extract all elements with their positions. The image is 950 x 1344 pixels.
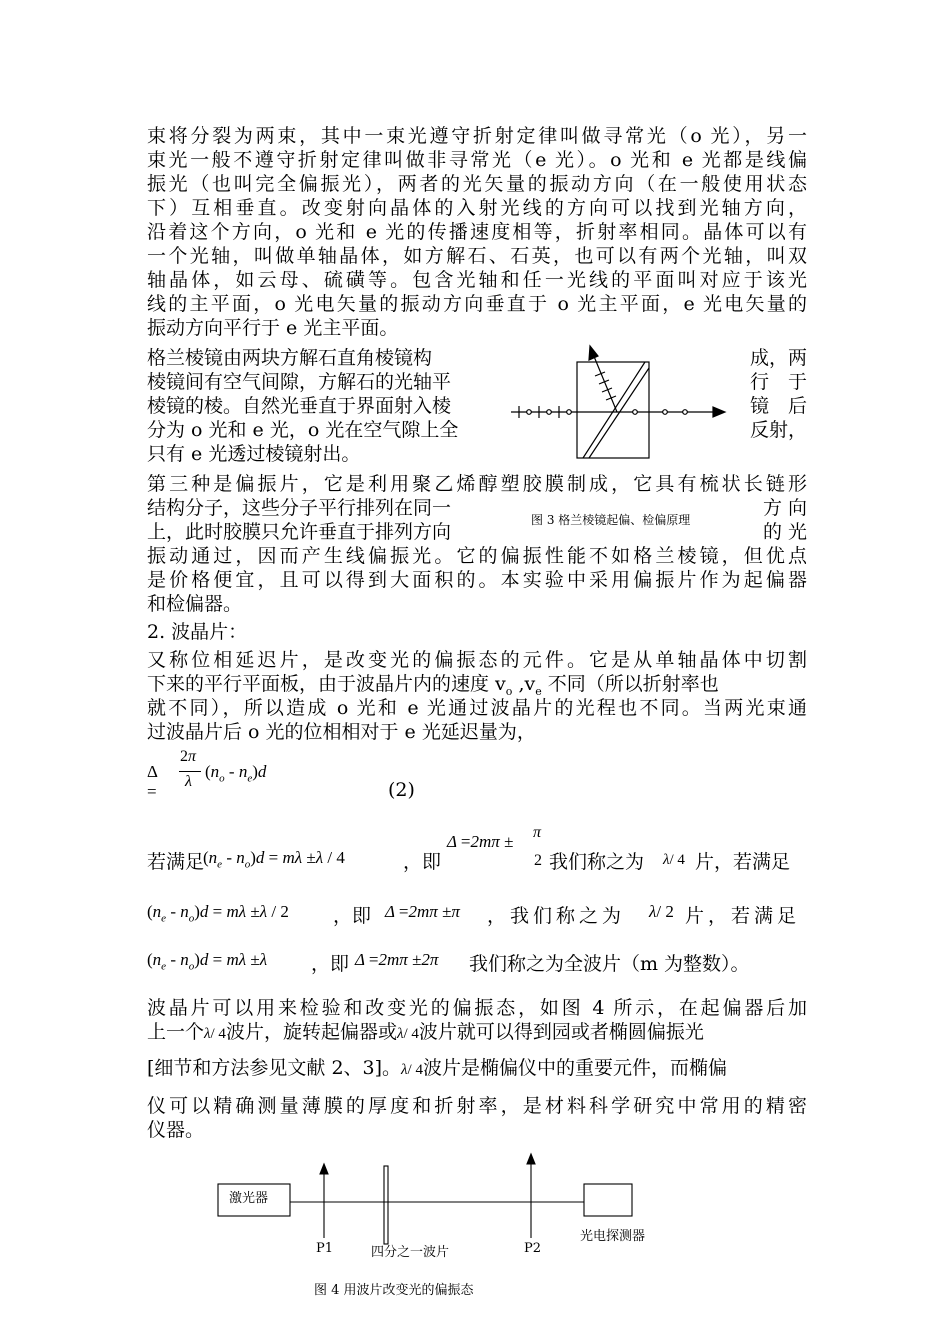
text-line-right: 的 光: [762, 521, 807, 543]
e-ray-dot: [683, 410, 688, 415]
text-line-right: 镜 后: [749, 395, 807, 417]
e-ray-dot: [633, 410, 638, 415]
text-line-right: 成，两: [749, 347, 807, 369]
text-line: 仪器。: [147, 1119, 205, 1141]
p2-arrow-head: [527, 1154, 535, 1164]
text-line: 过波晶片后 o 光的位相相对于 e 光延迟量为，: [147, 721, 536, 743]
text-line: 一个光轴，叫做单轴晶体，如方解石、石英，也可以有两个光轴，叫双: [147, 245, 807, 267]
text-line: 分为 o 光和 e 光，o 光在空气隙上全: [147, 419, 459, 441]
condition-full-wave: $(n_e - n_o)d = m\lambda \pm\lambda$ ，即 Δ =2mπ ±2π 我们称之为全波片（m 为整数）。: [147, 950, 750, 975]
text-line: 就不同），所以造成 o 光和 e 光通过波晶片的光程也不同。当两光束通: [147, 697, 807, 719]
text-line: 又称位相延迟片，是改变光的偏振态的元件。它是从单轴晶体中切割: [147, 649, 807, 671]
text-line: 束光一般不遵守折射定律叫做非寻常光（e 光）。o 光和 e 光都是线偏: [147, 149, 807, 171]
text-line-right: 行 于: [749, 371, 807, 393]
prism-diagonal-2: [589, 368, 649, 458]
text-line: 下）互相垂直。改变射向晶体的入射光线的方向可以找到光轴方向，: [147, 197, 807, 219]
text-line: 波晶片可以用来检验和改变光的偏振态，如图 4 所示，在起偏器后加: [147, 997, 807, 1019]
figure3-glan-prism-diagram: [505, 340, 745, 470]
text-line: 沿着这个方向，o 光和 e 光的传播速度相等，折射率相同。晶体可以有: [147, 221, 807, 243]
p2-label: P2: [524, 1241, 542, 1256]
e-ray-dot: [663, 410, 668, 415]
laser-label: 激光器: [229, 1191, 269, 1206]
quarter-wave-plate: [384, 1166, 388, 1244]
text-line: 和检偏器。: [147, 593, 243, 615]
text-line: 线的主平面，o 光电矢量的振动方向垂直于 o 光主平面，e 光电矢量的: [147, 293, 807, 315]
text-line: 振动通过，因而产生线偏振光。它的偏振性能不如格兰棱镜，但优点: [147, 545, 807, 567]
incident-dot: [547, 410, 552, 415]
incident-dot: [527, 410, 532, 415]
reflected-beam: [593, 354, 617, 412]
incident-dot: [567, 410, 572, 415]
text-line: 仪可以精确测量薄膜的厚度和折射率，是材料科学研究中常用的精密: [147, 1095, 807, 1117]
prism-outline: [577, 362, 649, 458]
p1-label: P1: [316, 1241, 334, 1256]
reflected-arrow-head: [589, 346, 598, 360]
o-ray-tick: [595, 372, 605, 376]
condition-half-wave: $(n_e - n_o)d = m\lambda \pm\lambda / 2$ ，即 Δ =2mπ ±π ，我们称之为 λ/ 2 片，若满足: [147, 902, 801, 927]
condition-quarter-wave: 若满足 $(n_e - n_o)d = m\lambda \pm\lambda / 4$ ，即 Δ =2mπ ± π 2 我们称之为 λ/ 4 片，若满足: [147, 824, 791, 873]
equation-number: (2): [388, 779, 415, 801]
figure4-caption: 图 4 用波片改变光的偏振态: [314, 1283, 474, 1298]
text-line: 格兰棱镜由两块方解石直角棱镜构: [147, 347, 433, 369]
text-line-right: 方 向: [762, 497, 807, 519]
text-line: 结构分子，这些分子平行排列在同一: [147, 497, 452, 519]
section-heading: 2. 波晶片：: [147, 621, 248, 643]
text-line: 只有 e 光透过棱镜射出。: [147, 443, 361, 465]
p1-arrow-head: [320, 1164, 328, 1174]
text-line: 是价格便宜，且可以得到大面积的。本实验中采用偏振片作为起偏器: [147, 569, 807, 591]
text-line: 棱镜的棱。自然光垂直于界面射入棱: [147, 395, 452, 417]
text-line: 下来的平行平面板，由于波晶片内的速度 $v_o$ $,v_e$ 不同（所以折射率也: [147, 673, 719, 698]
text-line-right: 反射，: [749, 419, 807, 441]
text-line: 上，此时胶膜只允许垂直于排列方向: [147, 521, 452, 543]
text-line: 上一个λ/ 4波片，旋转起偏器或λ/ 4波片就可以得到园或者椭圆偏振光: [147, 1021, 704, 1043]
text-line: 第三种是偏振片，它是利用聚乙烯醇塑胶膜制成，它具有梳状长链形: [147, 473, 807, 495]
figure3-caption: 图 3 格兰棱镜起偏、检偏原理: [531, 513, 691, 527]
text-line: 振光（也叫完全偏振光），两者的光矢量的振动方向（在一般使用状态: [147, 173, 807, 195]
text-line: 棱镜间有空气间隙，方解石的光轴平: [147, 371, 452, 393]
text-line: 轴晶体，如云母、硫磺等。包含光轴和任一光线的平面叫对应于该光: [147, 269, 807, 291]
detector-label: 光电探测器: [580, 1229, 646, 1244]
text-line: 束将分裂为两束，其中一束光遵守折射定律叫做寻常光（o 光），另一: [147, 125, 807, 147]
text-line: 振动方向平行于 e 光主平面。: [147, 317, 399, 339]
detector-box: [584, 1184, 632, 1216]
transmitted-arrow-head: [713, 407, 725, 417]
text-line: [细节和方法参见文献 2、3]。λ/ 4波片是椭偏仪中的重要元件，而椭偏: [147, 1057, 727, 1079]
quarter-wave-label: 四分之一波片: [371, 1245, 450, 1260]
